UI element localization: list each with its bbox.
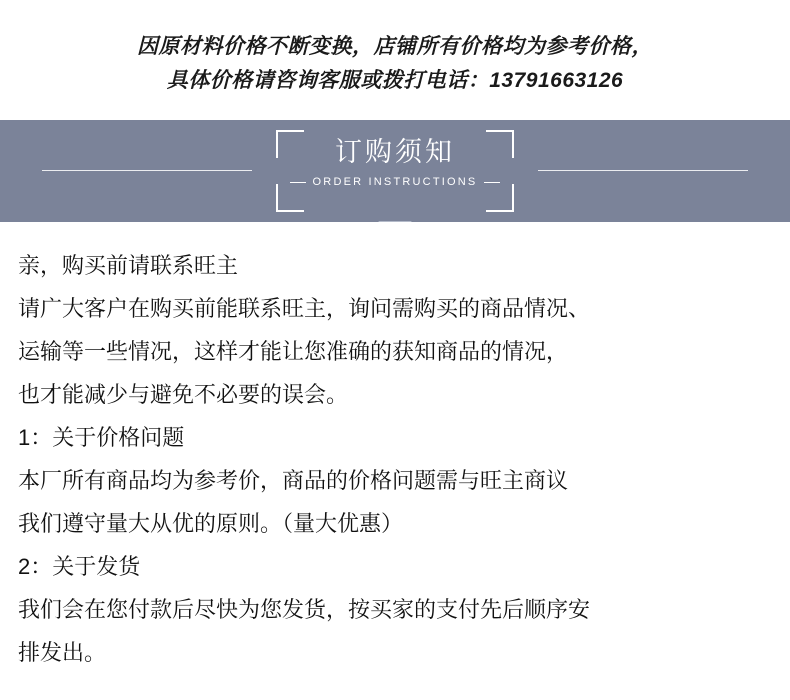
instruction-line: 我们会在您付款后尽快为您发货，按买家的支付先后顺序安: [18, 597, 591, 622]
banner-rule-right: [538, 170, 748, 171]
order-instructions-banner: [0, 120, 790, 222]
subtitle-dash-right: [484, 182, 500, 183]
price-notice-line-2: 具体价格请咨询客服或拨打电话：13791663126: [166, 69, 624, 92]
banner-arrow-icon: [378, 221, 412, 222]
instruction-line: 也才能减少与避免不必要的误会。: [18, 382, 349, 407]
instruction-line: 排发出。: [18, 640, 107, 665]
instruction-line: 亲，购买前请联系旺主: [18, 253, 239, 278]
price-notice: [0, 0, 790, 98]
instruction-line: 运输等一些情况，这样才能让您准确的获知商品的情况，: [18, 339, 569, 364]
order-instructions-text: [0, 222, 790, 674]
instruction-line: 本厂所有商品均为参考价，商品的价格问题需与旺主商议: [18, 468, 569, 493]
instruction-line: 我们遵守量大从优的原则。（量大优惠）: [18, 511, 404, 536]
instruction-line: 1：关于价格问题: [18, 425, 185, 450]
banner-title: 订购须知: [335, 137, 455, 167]
subtitle-dash-left: [290, 182, 306, 183]
price-notice-line-1: 因原材料价格不断变换，店铺所有价格均为参考价格，: [137, 35, 653, 58]
instruction-line: 2：关于发货: [18, 554, 141, 579]
banner-subtitle-row: [0, 174, 790, 190]
instruction-line: 请广大客户在购买前能联系旺主，询问需购买的商品情况、: [18, 296, 591, 321]
banner-rule-left: [42, 170, 252, 171]
banner-subtitle: ORDER INSTRUCTIONS: [312, 176, 478, 188]
